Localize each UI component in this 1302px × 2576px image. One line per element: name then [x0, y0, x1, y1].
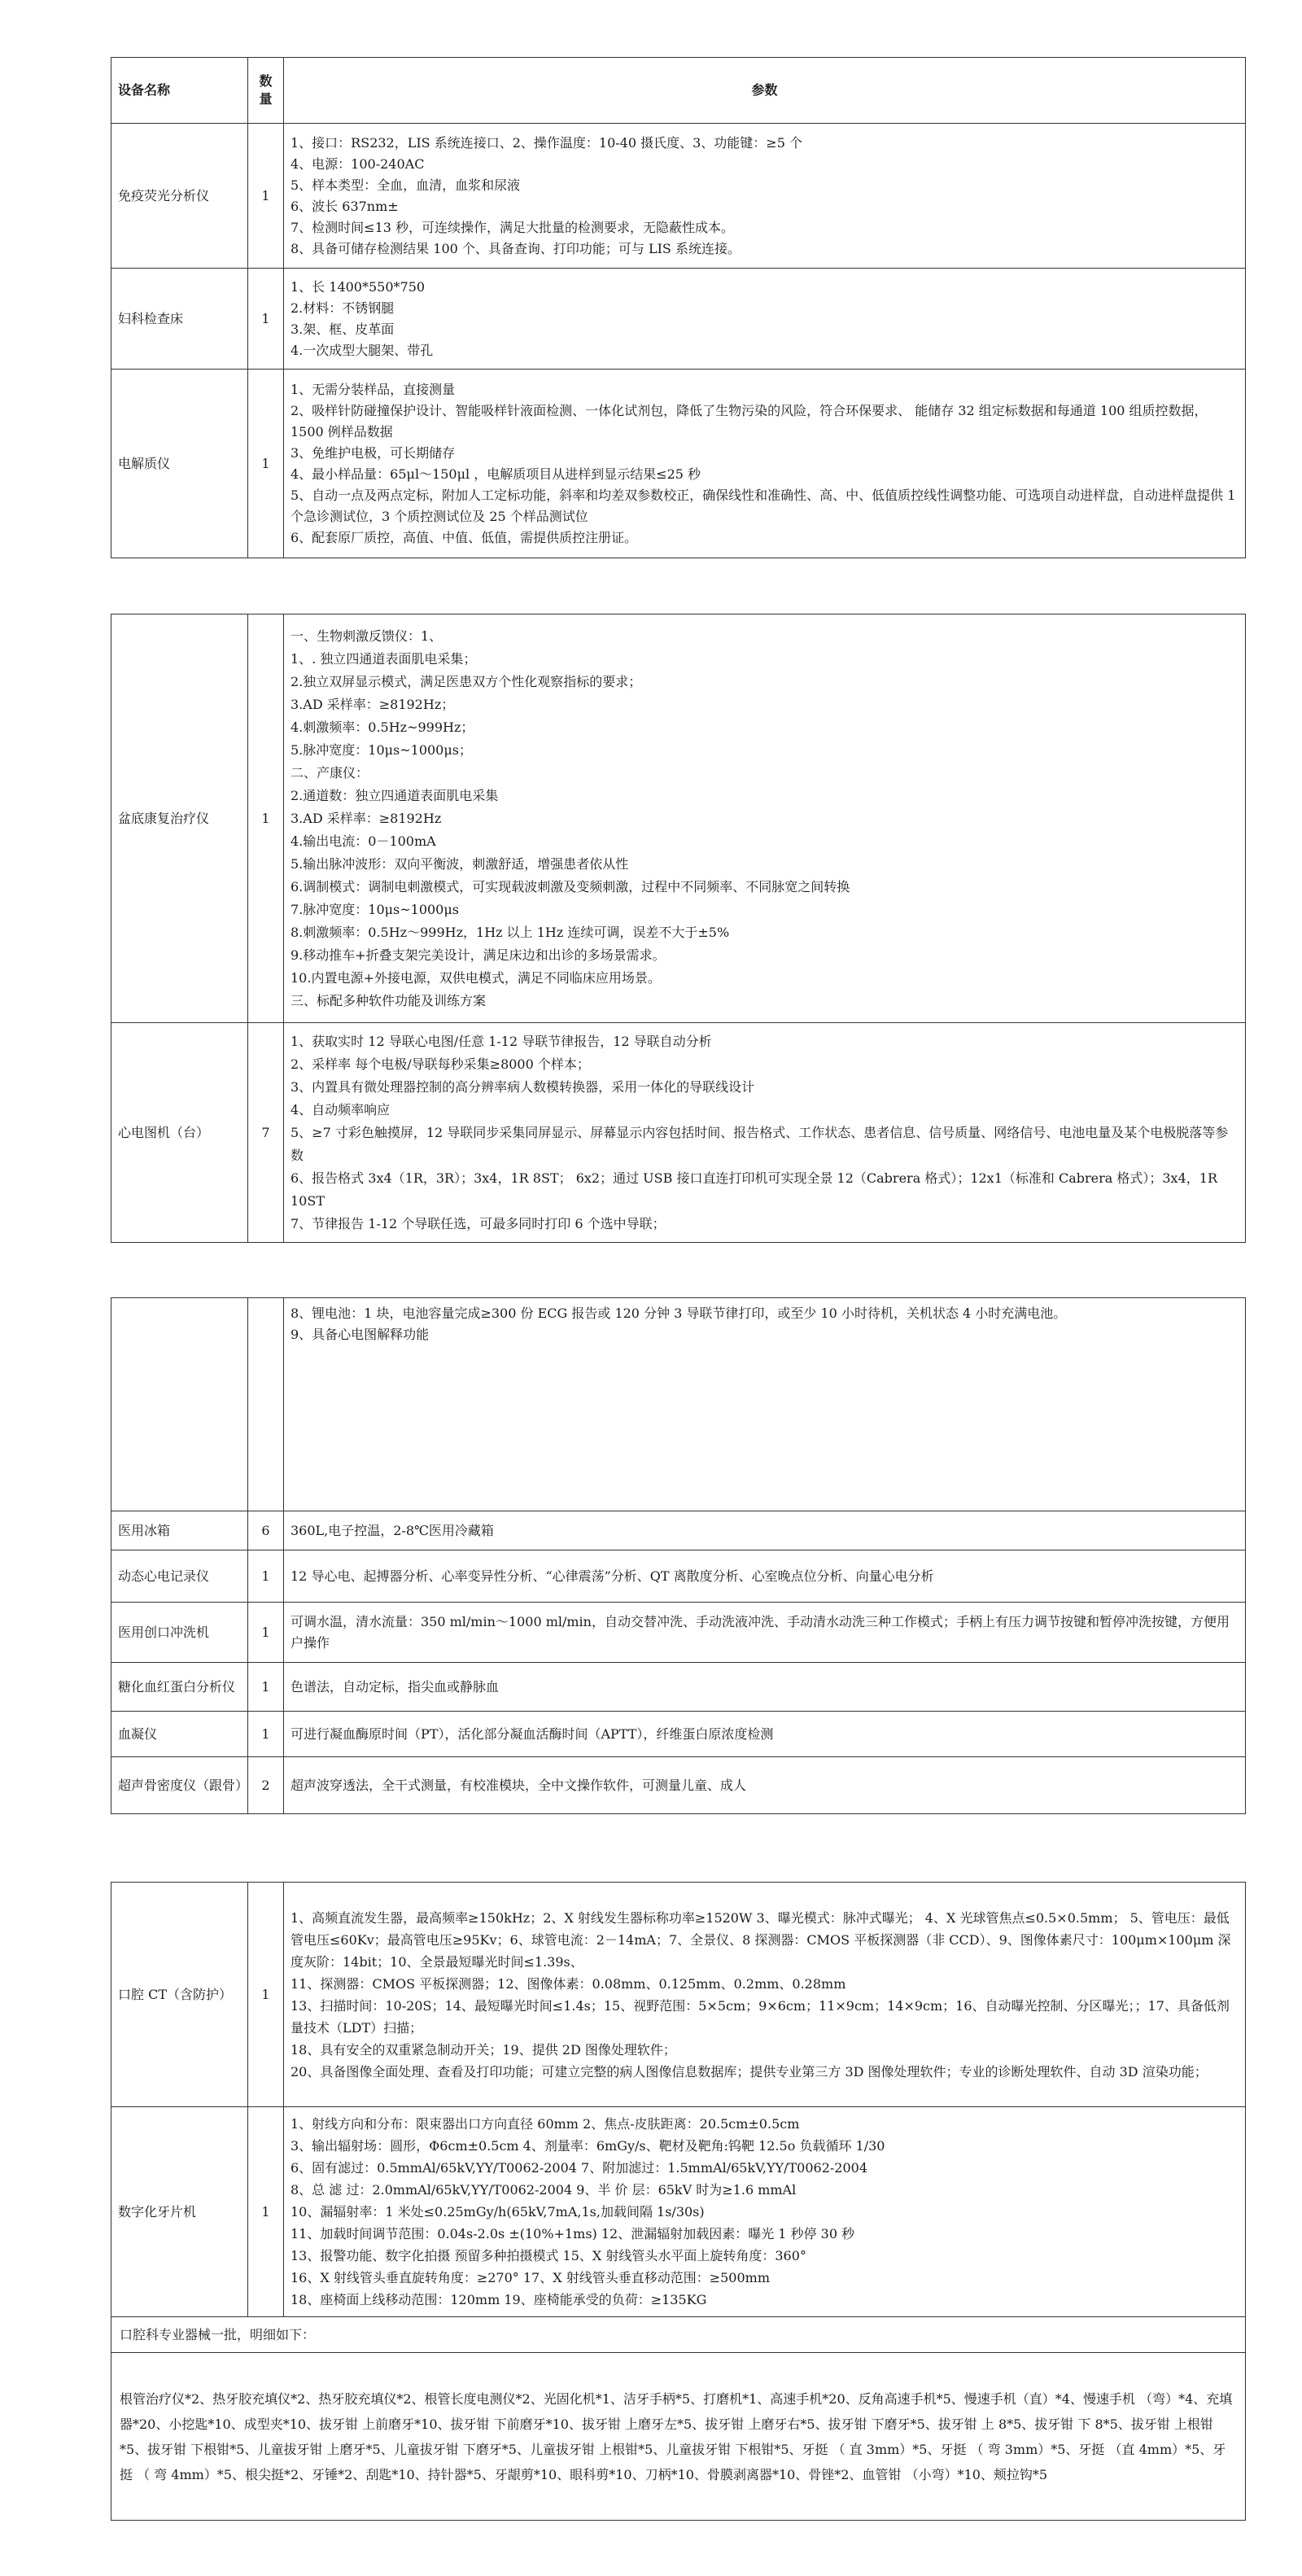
param-line: 20、具备图像全面处理、查看及打印功能；可建立完整的病人图像信息数据库；提供专业第三方 3D 图像处理软件；专业的诊断处理软件、自动 3D 渲染功能； [291, 2063, 1208, 2080]
param-line: 4.输出电流：0－100mA [291, 833, 436, 849]
device-qty [248, 1298, 284, 1511]
param-line: 9.移动推车+折叠支架完美设计，满足床边和出诊的多场景需求。 [291, 947, 666, 963]
param-line: 4、最小样品量：65μl～150μl ，电解质项目从进样到显示结果≤25 秒 [291, 466, 701, 482]
param-line: 超声波穿透法，全干式测量，有校准模块，全中文操作软件，可测量儿童、成人 [291, 1777, 747, 1793]
param-line: 2.通道数：独立四通道表面肌电采集 [291, 787, 499, 803]
device-name: 数字化牙片机 [111, 2107, 248, 2317]
param-line: 4.一次成型大腿架、带孔 [291, 342, 434, 358]
device-params [284, 1298, 1246, 1511]
param-line: 10、漏辐射率：1 米处≤0.25mGy/h(65kV,7mA,1s,加载间隔 1s/30s) [291, 2204, 705, 2220]
param-line: 2、吸样针防碰撞保护设计、智能吸样针液面检测、一体化试剂包，降低了生物污染的风险，符合环保要求、 能储存 32 组定标数据和每通道 100 组质控数据，1500 例样品数据 [291, 402, 1208, 440]
param-line: 6、报告格式 3x4（1R，3R）；3x4，1R 8ST； 6x2；通过 USB 接口直连打印机可实现全景 12（Cabrera 格式）；12x1（标准和 Cabrera 格式）；3x4，1R 10ST [291, 1170, 1217, 1209]
device-qty: 1 [248, 1603, 284, 1663]
device-params [284, 614, 1246, 1023]
param-line: 3.架、框、皮革面 [291, 321, 395, 337]
table-row [111, 1757, 1246, 1814]
param-line: 8.刺激频率：0.5Hz～999Hz，1Hz 以上 1Hz 连续可调，误差不大于±5% [291, 924, 730, 940]
device-params [284, 1757, 1246, 1814]
dental-instruments-list: 根管治疗仪*2、热牙胶充填仪*2、热牙胶充填仪*2、根管长度电测仪*2、光固化机*1、洁牙手柄*5、打磨机*1、高速手机*20、反角高速手机*5、慢速手机（直）*4、慢速手机 （弯）*4、充填器*20、小挖匙*10、成型夹*10、拔牙钳 上前磨牙*10、拔牙钳 下前磨牙*10、拔牙钳 上磨牙左*5、拔牙钳 上磨牙右*5、拔牙钳 下磨牙*5、拔牙钳 上 8*5、拔牙钳 下 8*5、拔牙钳 上根钳*5、拔牙钳 下根钳*5、儿童拔牙钳 上磨牙*5、儿童拔牙钳 下磨牙*5、儿童拔牙钳 上根钳*5、儿童拔牙钳 下根钳*5、牙挺 （ 直 3mm）*5、牙挺 （ 弯 3mm）*5、牙挺 （直 4mm）*5、牙挺 （ 弯 4mm）*5、根尖挺*2、牙锤*2、刮匙*10、持针器*5、牙龈剪*10、眼科剪*10、刀柄*10、骨膜剥离器*10、骨锉*2、血管钳 （小弯）*10、颊拉钩*5 [111, 2353, 1246, 2521]
param-line: 5、≥7 寸彩色触摸屏，12 导联同步采集同屏显示、屏幕显示内容包括时间、报告格式、工作状态、患者信息、信号质量、网络信号、电池电量及某个电极脱落等参数 [291, 1124, 1229, 1163]
param-line: 5、样本类型：全血，血清，血浆和尿液 [291, 177, 521, 193]
param-line: 1、无需分装样品，直接测量 [291, 381, 456, 397]
table-row [111, 370, 1246, 558]
device-name: 口腔 CT（含防护） [111, 1883, 248, 2107]
device-name [111, 1298, 248, 1511]
param-line: 1、获取实时 12 导联心电图/任意 1-12 导联节律报告，12 导联自动分析 [291, 1033, 712, 1049]
table-row [111, 1663, 1246, 1712]
param-line: 4、电源：100-240AC [291, 155, 425, 172]
device-name: 盆底康复治疗仪 [111, 614, 248, 1023]
table-row [111, 1603, 1246, 1663]
device-qty: 1 [248, 1712, 284, 1757]
param-line: 三、标配多种软件功能及训练方案 [291, 992, 487, 1008]
table-row [111, 1550, 1246, 1603]
param-line: 可调水温，清水流量：350 ml/min～1000 ml/min，自动交替冲洗、手动洗液冲洗、手动清水动洗三种工作模式；手柄上有压力调节按键和暂停冲洗按键，方便用户操作 [291, 1613, 1230, 1651]
param-line: 18、座椅面上线移动范围：120mm 19、座椅能承受的负荷：≥135KG [291, 2292, 707, 2307]
equipment-table-2 [111, 614, 1246, 1243]
param-line: 1、接口：RS232，LIS 系统连接口、2、操作温度：10-40 摄氏度、3、功能键：≥5 个 [291, 134, 802, 151]
table-row [111, 1883, 1246, 2107]
device-name: 电解质仪 [111, 370, 248, 558]
table-row [111, 1511, 1246, 1550]
table-row [111, 1298, 1246, 1511]
param-line: 12 导心电、起搏器分析、心率变异性分析、“心律震荡”分析、QT 离散度分析、心室晚点位分析、向量心电分析 [291, 1568, 934, 1584]
device-qty: 1 [248, 1883, 284, 2107]
device-qty: 1 [248, 614, 284, 1023]
device-name: 医用创口冲洗机 [111, 1603, 248, 1663]
param-line: 6、配套原厂质控，高值、中值、低值，需提供质控注册证。 [291, 529, 638, 545]
device-qty: 2 [248, 1757, 284, 1814]
param-line: 11、探测器：CMOS 平板探测器；12、图像体素：0.08mm、0.125mm、0.2mm、0.28mm [291, 1975, 846, 1992]
param-line: 11、加载时间调节范围：0.04s-2.0s ±(10%+1ms) 12、泄漏辐射加载因素：曝光 1 秒停 30 秒 [291, 2226, 855, 2241]
param-line: 3.AD 采样率：≥8192Hz [291, 810, 442, 826]
param-line: 3.AD 采样率：≥8192Hz； [291, 696, 455, 712]
device-params [284, 1603, 1246, 1663]
param-line: 5、自动一点及两点定标，附加人工定标功能，斜率和均差双参数校正，确保线性和准确性、高、中、低值质控线性调整功能、可选项自动进样盘，自动进样盘提供 1 个急诊测试位，3 个质控测试位及 25 个样品测试位 [291, 487, 1236, 524]
device-name: 免疫荧光分析仪 [111, 124, 248, 269]
device-params [284, 124, 1246, 269]
param-line: 3、输出辐射场：圆形，Φ6cm±0.5cm 4、剂量率：6mGy/s、靶材及靶角:钨靶 12.5o 负载循环 1/30 [291, 2138, 885, 2154]
param-line: 3、内置具有微处理器控制的高分辨率病人数模转换器，采用一体化的导联线设计 [291, 1078, 755, 1095]
table-row [111, 2107, 1246, 2317]
header-name: 设备名称 [111, 58, 248, 124]
device-qty: 6 [248, 1511, 284, 1550]
equipment-table-1 [111, 57, 1246, 558]
param-line: 2.独立双屏显示模式，满足医患双方个性化观察指标的要求； [291, 673, 642, 689]
device-qty: 1 [248, 1663, 284, 1712]
table-header-row [111, 58, 1246, 124]
param-line: 7.脉冲宽度：10μs~1000μs [291, 901, 459, 917]
param-line: 二、产康仪： [291, 764, 369, 781]
dental-instruments-title: 口腔科专业器械一批，明细如下： [111, 2317, 1246, 2353]
header-params: 参数 [284, 58, 1246, 124]
device-name: 血凝仪 [111, 1712, 248, 1757]
device-qty: 1 [248, 124, 284, 269]
param-line: 9、具备心电图解释功能 [291, 1327, 430, 1342]
param-line: 1、长 1400*550*750 [291, 278, 426, 295]
param-line: 13、扫描时间：10-20S；14、最短曝光时间≤1.4s；15、视野范围：5×5cm；9×6cm；11×9cm；14×9cm；16、自动曝光控制、分区曝光；；17、具备低剂量技术（LDT）扫描； [291, 1997, 1230, 2036]
param-line: 一、生物刺激反馈仪：1、 [291, 628, 443, 644]
device-params [284, 2107, 1246, 2317]
param-line: 7、节律报告 1-12 个导联任选，可最多同时打印 6 个选中导联； [291, 1215, 666, 1231]
device-params [284, 1663, 1246, 1712]
param-line: 6、固有滤过：0.5mmAl/65kV,YY/T0062-2004 7、附加滤过：1.5mmAl/65kV,YY/T0062-2004 [291, 2160, 868, 2176]
table-row [111, 2317, 1246, 2353]
device-qty: 1 [248, 1550, 284, 1603]
device-name: 妇科检查床 [111, 269, 248, 370]
device-name: 糖化血红蛋白分析仪 [111, 1663, 248, 1712]
device-name: 医用冰箱 [111, 1511, 248, 1550]
device-params [284, 269, 1246, 370]
device-name: 心电图机（台） [111, 1023, 248, 1243]
equipment-table-4 [111, 1882, 1246, 2521]
param-line: 2、采样率 每个电极/导联每秒采集≥8000 个样本； [291, 1056, 590, 1072]
param-line: 2.材料：不锈钢腿 [291, 300, 395, 316]
equipment-table-3 [111, 1297, 1246, 1814]
table-row [111, 614, 1246, 1023]
param-line: 1、高频直流发生器，最高频率≥150kHz；2、X 射线发生器标称功率≥1520W 3、曝光模式：脉冲式曝光； 4、X 光球管焦点≤0.5×0.5mm； 5、管电压：最低管电压≤60Kv；最高管电压≥95Kv；6、球管电流：2－14mA；7、全景仪、8 探测器：CMOS 平板探测器（非 CCD）、9、图像体素尺寸：100μm×100μm 深度灰阶：14bit；10、全景最短曝光时间≤1.39s、 [291, 1909, 1231, 1970]
device-params [284, 1023, 1246, 1243]
device-name: 动态心电记录仪 [111, 1550, 248, 1603]
param-line: 360L,电子控温，2-8℃医用冷藏箱 [291, 1522, 494, 1538]
device-params [284, 1550, 1246, 1603]
param-line: 8、总 滤 过：2.0mmAl/65kV,YY/T0062-2004 9、半 价 层：65kV 时为≥1.6 mmAl [291, 2182, 797, 2198]
table-row [111, 2353, 1246, 2521]
param-line: 8、锂电池：1 块，电池容量完成≥300 份 ECG 报告或 120 分钟 3 导联节律打印，或至少 10 小时待机，关机状态 4 小时充满电池。 [291, 1305, 1067, 1321]
param-line: 6.调制模式：调制电刺激模式，可实现载波刺激及变频刺激，过程中不同频率、不同脉宽之间转换 [291, 878, 850, 894]
device-params [284, 1883, 1246, 2107]
table-row [111, 124, 1246, 269]
param-line: 6、波长 637nm± [291, 198, 399, 214]
param-line: 13、报警功能、数字化拍摄 预留多种拍摄模式 15、X 射线管头水平面上旋转角度：360° [291, 2248, 806, 2263]
param-line: 7、检测时间≤13 秒，可连续操作，满足大批量的检测要求，无隐蔽性成本。 [291, 219, 735, 235]
param-line: 4、自动频率响应 [291, 1101, 391, 1117]
param-line: 1、射线方向和分布：限束器出口方向直径 60mm 2、焦点-皮肤距离：20.5cm±0.5cm [291, 2116, 800, 2132]
table-row [111, 1712, 1246, 1757]
device-qty: 1 [248, 370, 284, 558]
param-line: 18、具有安全的双重紧急制动开关；19、提供 2D 图像处理软件； [291, 2041, 676, 2058]
param-line: 5.脉冲宽度：10μs~1000μs； [291, 741, 472, 758]
device-qty: 7 [248, 1023, 284, 1243]
device-params [284, 370, 1246, 558]
device-qty: 1 [248, 269, 284, 370]
param-line: 10.内置电源+外接电源，双供电模式，满足不同临床应用场景。 [291, 969, 661, 986]
param-line: 16、X 射线管头垂直旋转角度：≥270° 17、X 射线管头垂直移动范围：≥500mm [291, 2270, 770, 2285]
table-row [111, 1023, 1246, 1243]
param-line: 色谱法，自动定标，指尖血或静脉血 [291, 1678, 500, 1695]
table-row [111, 269, 1246, 370]
device-params [284, 1511, 1246, 1550]
param-line: 可进行凝血酶原时间（PT），活化部分凝血活酶时间（APTT），纤维蛋白原浓度检测 [291, 1725, 774, 1742]
device-params [284, 1712, 1246, 1757]
device-name: 超声骨密度仪（跟骨） [111, 1757, 248, 1814]
param-line: 8、具备可储存检测结果 100 个、具备查询、打印功能；可与 LIS 系统连接。 [291, 240, 741, 256]
param-line: 1、. 独立四通道表面肌电采集； [291, 650, 477, 667]
device-qty: 1 [248, 2107, 284, 2317]
param-line: 3、免维护电极，可长期储存 [291, 444, 456, 461]
header-qty: 数量 [248, 58, 284, 124]
param-line: 4.刺激频率：0.5Hz~999Hz； [291, 719, 474, 735]
param-line: 5.输出脉冲波形：双向平衡波，刺激舒适，增强患者依从性 [291, 855, 629, 872]
